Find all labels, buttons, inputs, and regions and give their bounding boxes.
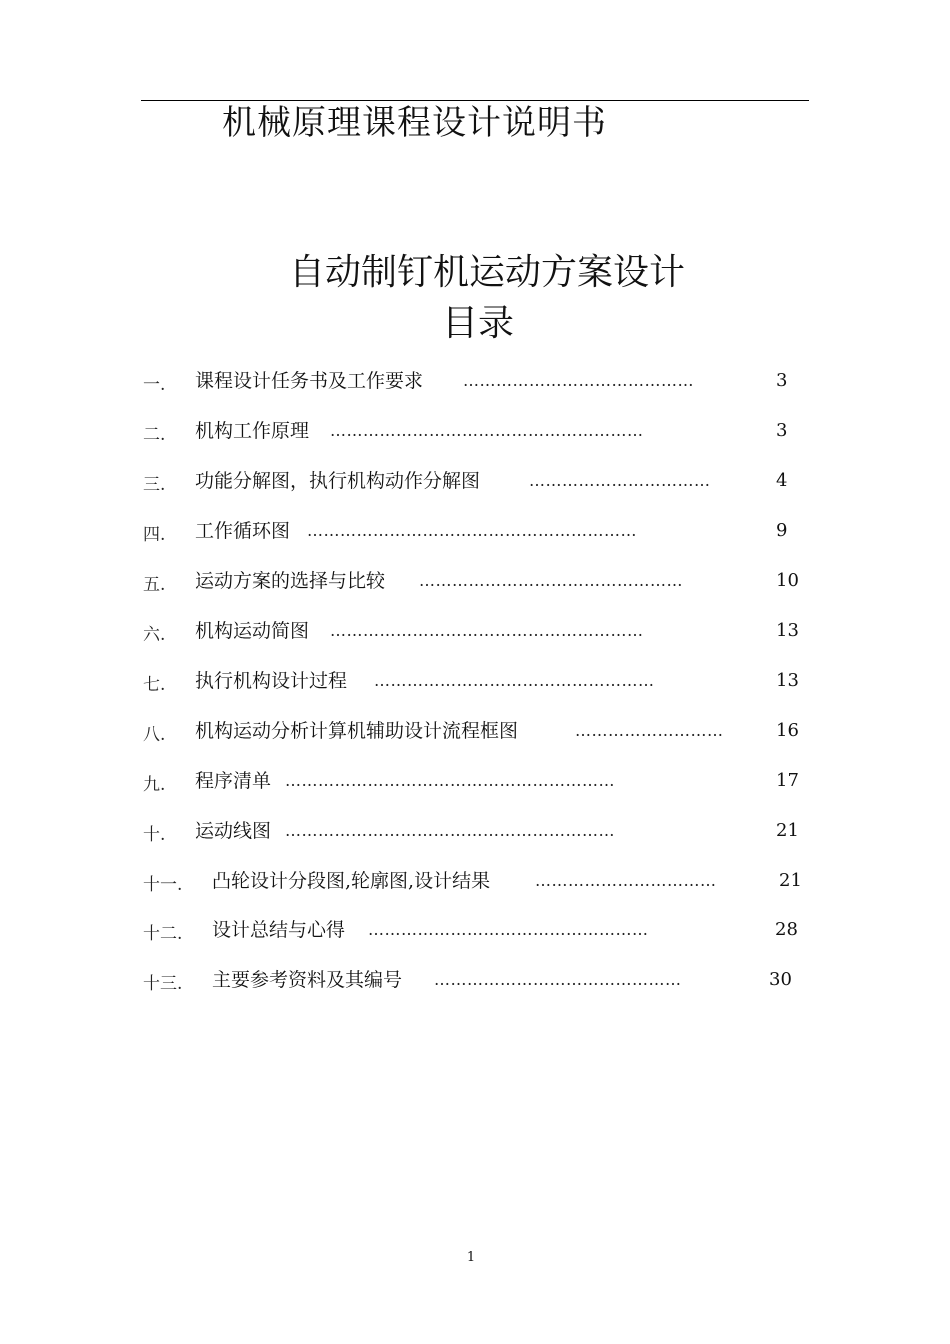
toc-entry-title: 机构运动简图 [195,620,310,642]
toc-entry-leader: …………………………………………………… [285,771,615,790]
toc-entry-leader: …………………………… [535,871,717,890]
header-title: 机械原理课程设计说明书 [222,103,607,143]
toc-entry-leader: …………………………………… [463,371,694,390]
toc-entry-title: 主要参考资料及其编号 [212,969,403,991]
toc-entry-number: 一. [143,375,166,395]
toc-entry-title: 功能分解图，执行机构动作分解图 [195,470,481,492]
toc-entry-number: 三. [143,475,166,495]
toc-entry-number: 四. [143,525,166,545]
toc-entry-number: 十. [143,825,166,845]
toc-entry-title: 凸轮设计分段图,轮廓图,设计结果 [212,870,491,892]
toc-entry-title: 机构运动分析计算机辅助设计流程框图 [195,720,519,742]
toc-entry-leader: …………………………………………………… [285,821,615,840]
toc-entry-number: 二. [143,425,166,445]
toc-entry-number: 十二. [143,924,183,944]
page-number: 1 [466,1250,476,1265]
toc-entry-title: 程序清单 [195,770,272,792]
toc-entry-leader: ……………………… [575,721,724,740]
toc-heading: 目录 [441,303,514,344]
toc-entry-page: 30 [769,969,792,990]
toc-entry-title: 运动方案的选择与比较 [195,570,386,592]
toc-entry-page: 13 [776,620,799,641]
toc-entry-page: 4 [776,470,788,491]
toc-entry-title: 工作循环图 [195,520,291,542]
toc-entry-page: 3 [776,420,788,441]
toc-entry-leader: …………………………………………… [368,920,649,939]
toc-entry-title: 机构工作原理 [195,420,310,442]
document-title: 自动制钉机运动方案设计 [288,252,685,293]
toc-entry-number: 九. [143,775,166,795]
toc-entry-title: 执行机构设计过程 [195,670,348,692]
toc-entry-number: 六. [143,625,166,645]
toc-entry-leader: …………………………………………… [374,671,655,690]
toc-entry-number: 十三. [143,974,183,994]
toc-entry-leader: …………………………… [529,471,711,490]
toc-entry-page: 28 [775,919,798,940]
toc-entry-number: 七. [143,675,166,695]
toc-entry-leader: ………………………………………………… [330,621,644,640]
toc-entry-page: 21 [776,820,799,841]
toc-entry-page: 3 [776,370,788,391]
toc-entry-number: 十一. [143,875,183,895]
toc-entry-title: 运动线图 [195,820,272,842]
toc-entry-leader: ………………………………………… [419,571,683,590]
toc-entry-leader: ………………………………………………… [330,421,644,440]
toc-entry-page: 17 [776,770,799,791]
toc-entry-page: 13 [776,670,799,691]
toc-entry-leader: ……………………………………… [434,970,682,989]
toc-entry-leader: …………………………………………………… [307,521,637,540]
toc-entry-title: 课程设计任务书及工作要求 [195,370,424,392]
toc-entry-number: 五. [143,575,166,595]
toc-entry-page: 16 [776,720,799,741]
toc-entry-page: 21 [779,870,802,891]
toc-entry-title: 设计总结与心得 [212,919,346,941]
toc-entry-page: 9 [776,520,788,541]
toc-entry-page: 10 [776,570,799,591]
toc-entry-number: 八. [143,725,166,745]
